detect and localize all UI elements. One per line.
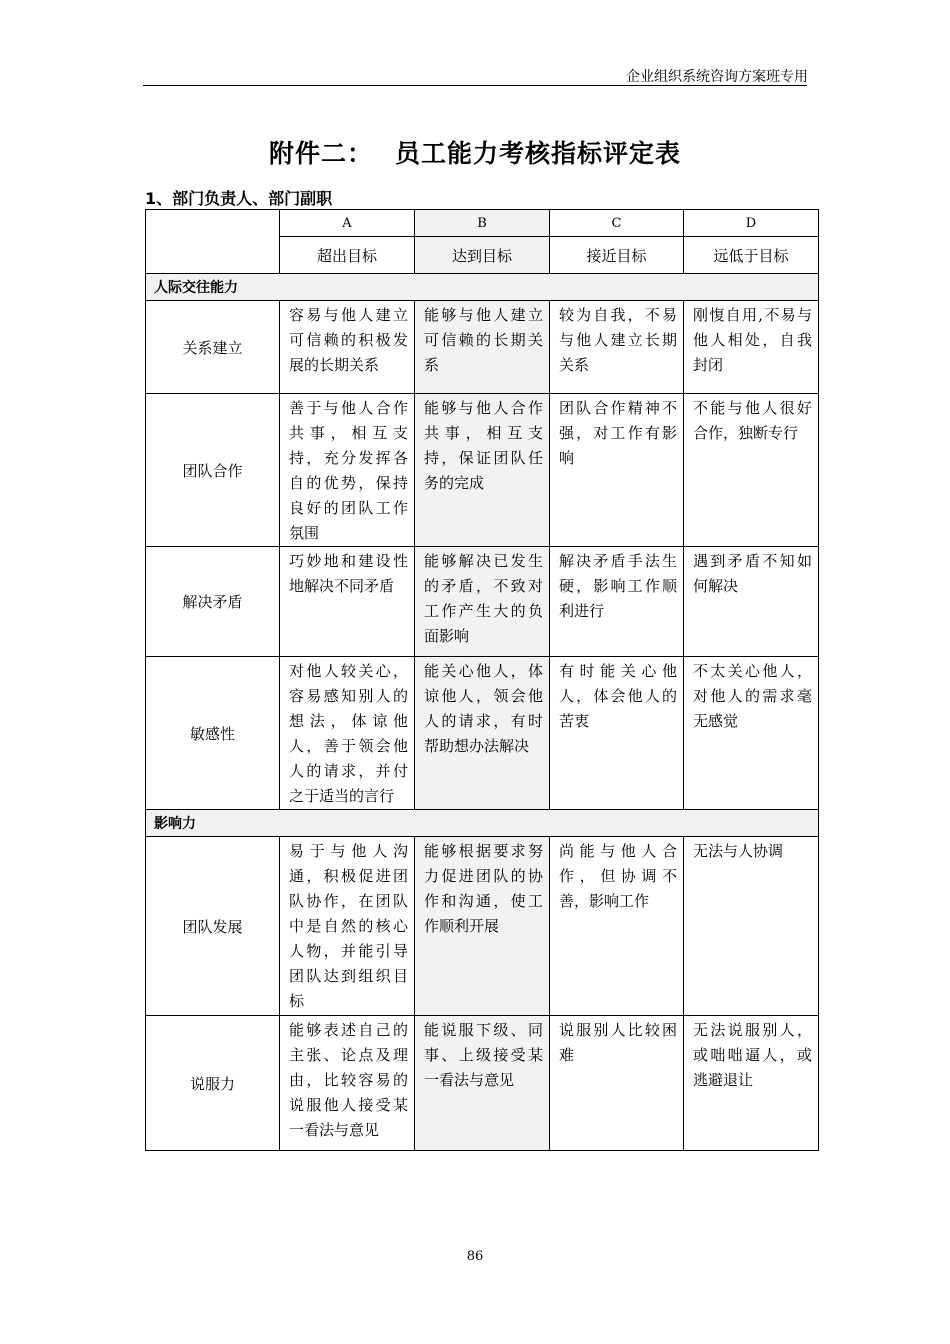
row-label: 敏感性 [146,657,280,810]
page-title [0,134,950,170]
title-prefix: 附件二： [268,139,373,168]
header-rule [143,85,807,86]
criterion-cell: 较为自我，不易与他人建立长期关系 [550,301,684,394]
title-main: 员工能力考核指标评定表 [395,139,682,168]
corner-cell [146,210,280,274]
row-label: 解决矛盾 [146,547,280,657]
criterion-cell: 能够与他人建立可信赖的长期关系 [415,301,550,394]
criterion-cell: 能够表述自己的主张、论点及理由，比较容易的说服他人接受某一看法与意见 [280,1016,415,1151]
criterion-cell: 巧妙地和建设性地解决不同矛盾 [280,547,415,657]
row-label: 说服力 [146,1016,280,1151]
criterion-cell: 无法说服别人，或咄咄逼人，或逃避退让 [684,1016,819,1151]
criterion-cell: 不太关心他人，对他人的需求毫无感觉 [684,657,819,810]
criterion-cell: 尚能与他人合作，但协调不善，影响工作 [550,837,684,1016]
column-letter: C [550,210,684,237]
column-name: 超出目标 [280,237,415,274]
criterion-cell: 能够与他人合作共事，相互支持，保证团队任务的完成 [415,394,550,547]
column-name: 达到目标 [415,237,550,274]
criterion-cell: 有时能关心他人，体会他人的苦衷 [550,657,684,810]
group-heading: 人际交往能力 [146,274,819,301]
column-name: 接近目标 [550,237,684,274]
column-letter: A [280,210,415,237]
criterion-cell: 能够根据要求努力促进团队的协作和沟通，使工作顺利开展 [415,837,550,1016]
row-label: 团队发展 [146,837,280,1016]
criterion-cell: 团队合作精神不强，对工作有影响 [550,394,684,547]
criterion-cell: 能够解决已发生的矛盾，不致对工作产生大的负面影响 [415,547,550,657]
column-letter: D [684,210,819,237]
criterion-cell: 无法与人协调 [684,837,819,1016]
evaluation-table [145,209,819,1151]
criterion-cell: 遇到矛盾不知如何解决 [684,547,819,657]
row-label: 团队合作 [146,394,280,547]
running-header: 企业组织系统咨询方案班专用 [626,69,808,85]
criterion-cell: 说服别人比较困难 [550,1016,684,1151]
page-number: 86 [466,1249,484,1264]
column-letter: B [415,210,550,237]
criterion-cell: 善于与他人合作共事，相互支持，充分发挥各自的优势，保持良好的团队工作氛围 [280,394,415,547]
group-heading: 影响力 [146,810,819,837]
criterion-cell: 能说服下级、同事、上级接受某一看法与意见 [415,1016,550,1151]
criterion-cell: 不能与他人很好合作，独断专行 [684,394,819,547]
criterion-cell: 对他人较关心，容易感知别人的想法，体谅他人，善于领会他人的请求，并付之于适当的言行 [280,657,415,810]
criterion-cell: 能关心他人，体谅他人，领会他人的请求，有时帮助想办法解决 [415,657,550,810]
criterion-cell: 解决矛盾手法生硬，影响工作顺利进行 [550,547,684,657]
column-name: 远低于目标 [684,237,819,274]
row-label: 关系建立 [146,301,280,394]
criterion-cell: 易于与他人沟通，积极促进团队协作，在团队中是自然的核心人物，并能引导团队达到组织目标 [280,837,415,1016]
section-heading: 1、部门负责人、部门副职 [145,189,333,208]
criterion-cell: 刚愎自用,不易与他人相处，自我封闭 [684,301,819,394]
criterion-cell: 容易与他人建立可信赖的积极发展的长期关系 [280,301,415,394]
